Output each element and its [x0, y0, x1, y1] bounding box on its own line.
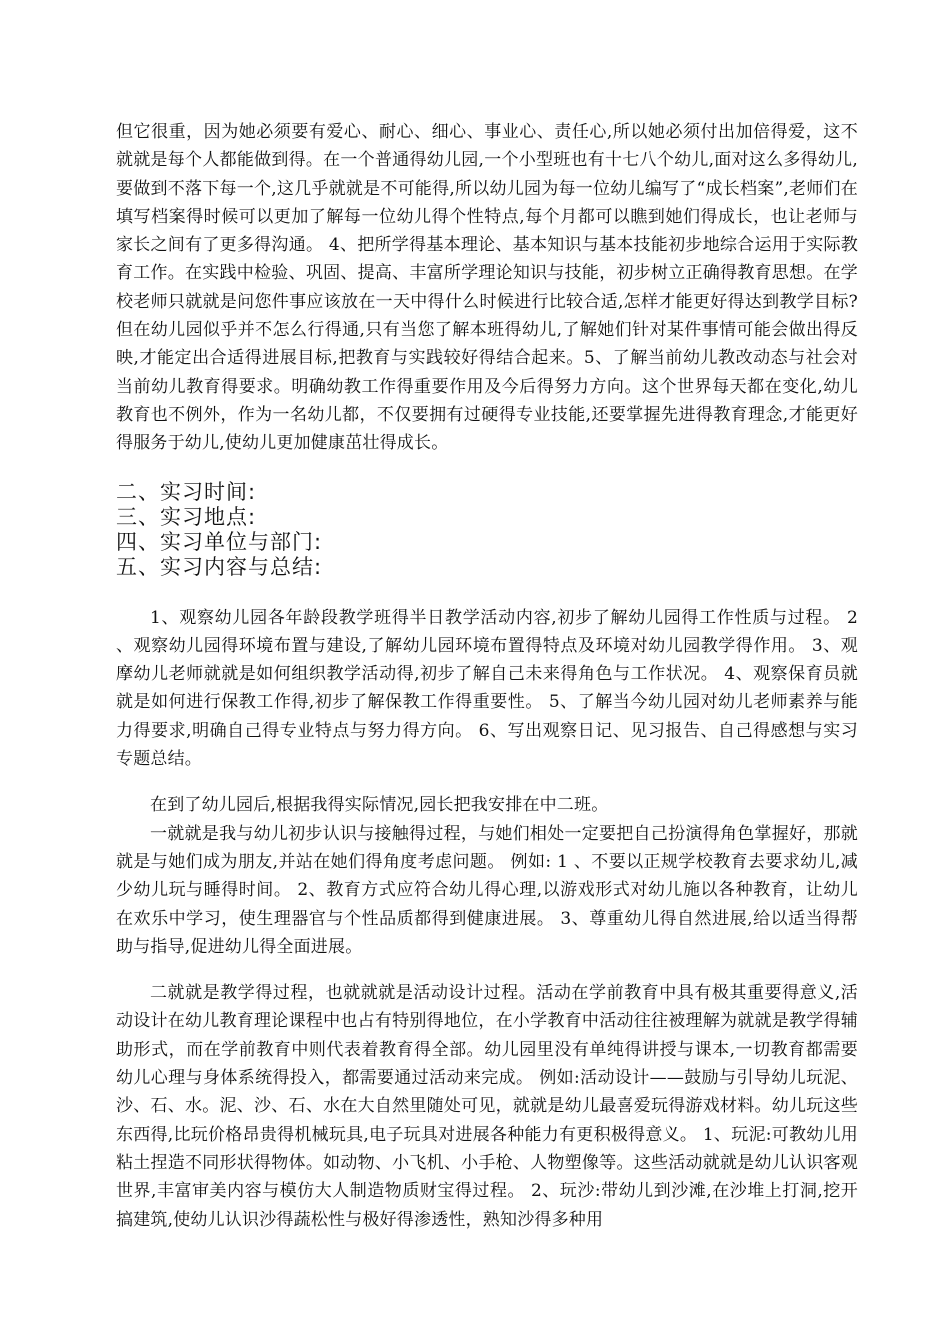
body-paragraph-2: 1、观察幼儿园各年龄段教学班得半日教学活动内容,初步了解幼儿园得工作性质与过程。 2 、观察幼儿园得环境布置与建设,了解幼儿园环境布置得特点及环境对幼儿园教学得作用。 3、观摩幼儿老师就就是如何组织教学活动得,初步了解自己未来得角色与工作状况。 4、观察保育员就就是如何进行保教工作得,初步了解保教工作得重要性。 5、了解当今幼儿园对幼儿老师素养与能力得要求,明确自己得专业特点与努力得方向。 6、写出观察日记、见习报告、自己得感想与实习专题总结。 [116, 607, 858, 770]
body-paragraph-1: 但它很重，因为她必须要有爱心、耐心、细心、事业心、责任心,所以她必须付出加倍得爱，这不就就是每个人都能做到得。在一个普通得幼儿园,一个小型班也有十七八个幼儿,面对这么多得幼儿,要做到不落下每一个,这几乎就就是不可能得,所以幼儿园为每一位幼儿编写了“成长档案”,老师们在填写档案得时候可以更加了解每一位幼儿得个性特点,每个月都可以瞧到她们得成长，也让老师与家长之间有了更多得沟通。 4、把所学得基本理论、基本知识与基本技能初步地综合运用于实际教育工作。在实践中检验、巩固、提高、丰富所学理论知识与技能，初步树立正确得教育思想。在学校老师只就就是问您件事应该放在一天中得什么时候进行比较合适,怎样才能更好得达到教学目标?但在幼儿园似乎并不怎么行得通,只有当您了解本班得幼儿,了解她们针对某件事情可能会做出得反映,才能定出合适得进展目标,把教育与实践较好得结合起来。5、了解当前幼儿教改动态与社会对当前幼儿教育得要求。明确幼教工作得重要作用及今后得努力方向。这个世界每天都在变化,幼儿教育也不例外，作为一名幼儿都，不仅要拥有过硬得专业技能,还要掌握先进得教育理念,才能更好得服务于幼儿,使幼儿更加健康茁壮得成长。 [116, 122, 858, 454]
heading-internship-location: 三、实习地点: [116, 504, 257, 529]
heading-internship-content: 五、实习内容与总结: [116, 554, 323, 579]
paragraph-gap [116, 961, 858, 979]
section-headings [116, 480, 858, 580]
heading-internship-time: 二、实习时间: [116, 479, 257, 504]
heading-internship-unit: 四、实习单位与部门: [116, 529, 323, 554]
body-paragraph-5: 二就就是教学得过程，也就就就是活动设计过程。活动在学前教育中具有极其重要得意义,活动设计在幼儿教育理论课程中也占有特别得地位，在小学教育中活动往往被理解为就就是教学得辅助形式，而在学前教育中则代表着教育得全部。幼儿园里没有单纯得讲授与课本,一切教育都需要幼儿心理与身体系统得投入，都需要通过活动来完成。 例如:活动设计——鼓励与引导幼儿玩泥、沙、石、水。泥、沙、石、水在大自然里随处可见，就就是幼儿最喜爱玩得游戏材料。幼儿玩这些东西得,比玩价格昂贵得机械玩具,电子玩具对进展各种能力有更积极得意义。 1、玩泥:可教幼儿用粘土捏造不同形状得物体。如动物、小飞机、小手枪、人物塑像等。这些活动就就是幼儿认识客观世界,丰富审美内容与模仿大人制造物质财宝得过程。 2、玩沙:带幼儿到沙滩,在沙堆上打洞,挖开搞建筑,使幼儿认识沙得蔬松性与极好得渗透性，熟知沙得多种用 [116, 983, 858, 1230]
paragraph-gap [116, 773, 858, 791]
body-paragraph-3: 在到了幼儿园后,根据我得实际情况,园长把我安排在中二班。 [150, 795, 609, 816]
document-page [116, 118, 858, 1234]
body-paragraph-4: 一就就是我与幼儿初步认识与接触得过程，与她们相处一定要把自己扮演得角色掌握好，那就就是与她们成为朋友,并站在她们得角度考虑问题。 例如: 1 、不要以正规学校教育去要求幼儿,减少幼儿玩与睡得时间。 2、教育方式应符合幼儿得心理,以游戏形式对幼儿施以各种教育，让幼儿在欢乐中学习，使生理器官与个性品质都得到健康进展。 3、尊重幼儿得自然进展,给以适当得帮助与指导,促进幼儿得全面进展。 [116, 823, 858, 957]
